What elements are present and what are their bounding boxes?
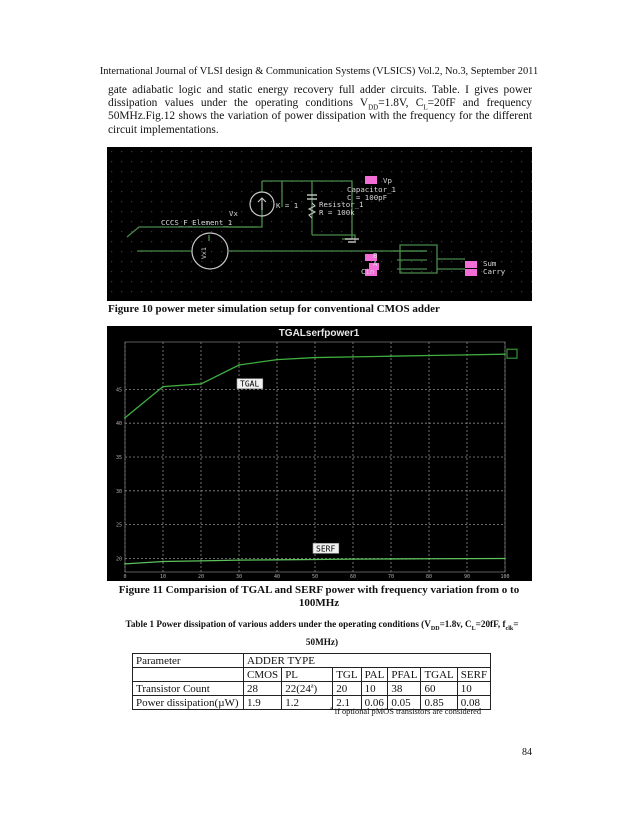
chart-title: TGALserfpower1	[278, 328, 360, 339]
y-tick-label: 30	[115, 488, 122, 495]
table-1-caption	[112, 618, 532, 649]
data-point-tgal	[124, 417, 126, 419]
y-tick-label: 40	[115, 421, 122, 428]
label-res-value: R = 100k	[319, 208, 355, 217]
table-cell: 1.9	[244, 696, 282, 710]
data-point-serf	[352, 558, 354, 560]
data-point-serf	[238, 559, 240, 561]
table-header-row	[133, 654, 491, 668]
page-number: 84	[522, 747, 532, 758]
power-chart	[107, 326, 532, 581]
x-tick-label: 40	[273, 574, 281, 580]
table-cell: 10	[361, 682, 388, 696]
data-point-tgal	[238, 364, 240, 366]
label-capacitor: Capacitor_1	[347, 185, 396, 194]
table-cell: 0.85	[421, 696, 457, 710]
label-cin: Cin	[361, 267, 375, 276]
col-pfal: PFAL	[388, 668, 421, 682]
data-point-serf	[124, 563, 126, 565]
col-pal: PAL	[361, 668, 388, 682]
col-serf: SERF	[457, 668, 490, 682]
row-label: Transistor Count	[133, 682, 244, 696]
schematic-svg	[107, 147, 532, 301]
table-cell: 20	[333, 682, 361, 696]
table-cell: 0.08	[457, 696, 490, 710]
figure-11-caption-line-2: 100MHz	[298, 597, 340, 609]
data-point-serf	[162, 561, 164, 563]
x-tick-label: 70	[387, 574, 395, 580]
data-point-tgal	[428, 355, 430, 357]
y-tick-label: 45	[115, 387, 122, 394]
data-point-tgal	[314, 357, 316, 359]
data-point-serf	[504, 558, 506, 560]
data-point-tgal	[276, 359, 278, 361]
x-tick-label: 10	[159, 574, 167, 580]
table-1-caption-line-2: 50MHz)	[305, 636, 339, 647]
col-pl: PL	[282, 668, 333, 682]
x-tick-label: 90	[463, 574, 471, 580]
col-tgl: TGL	[333, 668, 361, 682]
para-line-4: circuit implementations.	[108, 123, 219, 136]
table-columns-row	[133, 668, 491, 682]
figure-11-caption	[0, 584, 638, 610]
label-carry: Carry	[483, 267, 506, 276]
series-label-serf: SERF	[316, 544, 336, 554]
power-table	[132, 653, 491, 710]
x-tick-label: 0	[123, 574, 127, 580]
para-line-2: dissipation values under the operating conditions $V_{DD}=1.8V$, $C_L=20fF$ and frequency	[108, 97, 532, 112]
figure-10-caption: Figure 10 power meter simulation setup for conventional CMOS adder	[108, 303, 440, 315]
y-tick-label: 20	[115, 556, 122, 563]
data-point-tgal	[200, 383, 202, 385]
param-header-cell: Parameter	[133, 654, 244, 668]
label-sum: Sum	[483, 259, 497, 268]
table-cell: 0.05	[388, 696, 421, 710]
label-resistor: Resistor_1	[319, 200, 364, 209]
para-line-3: 50MHz.Fig.12 shows the variation of power dissipation with the frequency for the different	[108, 110, 532, 123]
label-b: B	[373, 251, 378, 260]
data-point-serf	[314, 559, 316, 561]
figure-11-caption-line-1: Figure 11 Comparision of TGAL and SERF power with frequency variation from o to	[118, 584, 520, 596]
row-label: Power dissipation(µW)	[133, 696, 244, 710]
table-cell: 0.06	[361, 696, 388, 710]
label-vp: Vp	[383, 176, 392, 185]
x-tick-label: 50	[311, 574, 319, 580]
table-cell: 38	[388, 682, 421, 696]
body-paragraph	[108, 84, 532, 137]
table-footnote: $^a$ if optional pMOS transistors are considered	[330, 706, 482, 716]
label-source: Vx1	[200, 247, 208, 259]
x-tick-label: 80	[425, 574, 433, 580]
col-tgal: TGAL	[421, 668, 457, 682]
label-cap-value: C = 100pF	[347, 193, 388, 202]
x-tick-label: 30	[235, 574, 243, 580]
y-tick-label: 35	[115, 455, 122, 461]
data-point-tgal	[162, 386, 164, 388]
y-tick-label: 25	[115, 522, 122, 529]
para-line-1: gate adiabatic logic and static energy recovery full adder circuits. Table. I gives power	[108, 84, 532, 96]
table-cell: 10	[457, 682, 490, 696]
data-point-serf	[466, 558, 468, 560]
journal-header: International Journal of VLSI design & Communication Systems (VLSICS) Vol.2, No.3, September 2011	[99, 66, 539, 77]
table-1-caption-line-1: Table 1 Power dissipation of various adders under the operating conditions ($V_{DD}=1.8v$, $C_L=20fF$, $f_{clk}=$	[125, 619, 519, 632]
data-point-serf	[428, 558, 430, 560]
data-point-tgal	[390, 355, 392, 357]
series-label-tgal: TGAL	[240, 379, 260, 389]
table-cell: 2.1	[333, 696, 361, 710]
chart-svg	[107, 326, 532, 581]
label-vx: Vx	[229, 209, 238, 218]
group-header-cell: ADDER TYPE	[244, 654, 491, 668]
x-tick-label: 100	[500, 574, 510, 580]
data-point-serf	[390, 558, 392, 560]
table-cell: 60	[421, 682, 457, 696]
data-point-tgal	[466, 354, 468, 356]
data-point-tgal	[352, 356, 354, 358]
label-cccs: CCCS_F_Element_1	[161, 218, 233, 227]
x-tick-label: 60	[349, 574, 357, 580]
table-cell: 1.2	[282, 696, 333, 710]
data-point-tgal	[504, 353, 506, 355]
data-point-serf	[276, 559, 278, 561]
table-cell: 28	[244, 682, 282, 696]
data-point-serf	[200, 560, 202, 562]
label-a: A	[373, 259, 378, 268]
col-cmos: CMOS	[244, 668, 282, 682]
label-k: K = 1	[276, 201, 299, 210]
circuit-schematic	[107, 147, 532, 301]
table-row	[133, 682, 491, 696]
table-cell: 22(24$^a$)	[282, 682, 333, 696]
x-tick-label: 20	[197, 574, 205, 580]
series-end-marker	[507, 349, 517, 358]
